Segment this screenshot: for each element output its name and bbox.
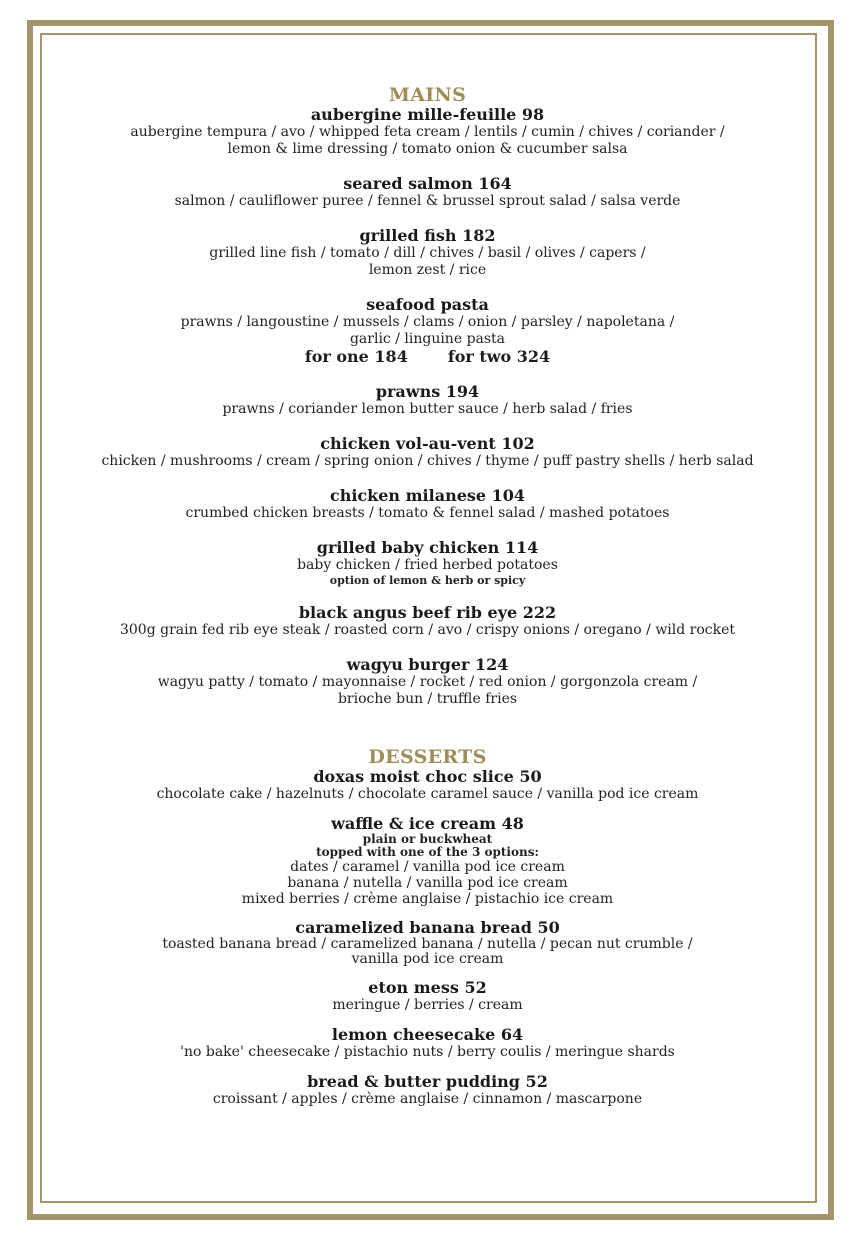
item-desc: garlic / linguine pasta (349, 331, 506, 347)
menu-item (45, 1026, 810, 1061)
item-desc: chocolate cake / hazelnuts / chocolate caramel sauce / vanilla pod ice cream (156, 786, 699, 802)
item-name: aubergine mille-feuille 98 (310, 105, 545, 124)
item-note: option of lemon & herb or spicy (329, 574, 526, 587)
item-desc: vanilla pod ice cream (351, 951, 504, 967)
menu-item (45, 435, 810, 470)
item-desc: 'no bake' cheesecake / pistachio nuts / berry coulis / meringue shards (180, 1044, 675, 1060)
menu-item (45, 979, 810, 1014)
item-name: wagyu burger 124 (346, 655, 509, 674)
item-name: grilled fish 182 (359, 226, 496, 245)
item-desc: prawns / langoustine / mussels / clams / onion / parsley / napoletana / (180, 314, 675, 330)
menu-item (45, 296, 810, 366)
menu-item (45, 227, 810, 279)
item-desc: croissant / apples / crème anglaise / cinnamon / mascarpone (212, 1091, 643, 1107)
item-desc: lemon zest / rice (368, 262, 487, 278)
item-note: topped with one of the 3 options: (316, 845, 539, 859)
menu-item (45, 919, 810, 967)
item-desc: mixed berries / crème anglaise / pistachio ice cream (241, 891, 614, 907)
item-name: chicken milanese 104 (329, 486, 526, 505)
item-desc: chicken / mushrooms / cream / spring onion / chives / thyme / puff pastry shells / herb salad (101, 453, 754, 469)
item-desc: grilled line fish / tomato / dill / chives / basil / olives / capers / (209, 245, 646, 261)
item-desc: baby chicken / fried herbed potatoes (297, 557, 558, 573)
menu-item (45, 487, 810, 522)
item-name: grilled baby chicken 114 (316, 538, 539, 557)
menu-item (45, 656, 810, 708)
item-name: lemon cheesecake 64 (331, 1025, 524, 1044)
item-desc: meringue / berries / cream (332, 997, 523, 1013)
item-desc: brioche bun / truffle fries (337, 691, 518, 707)
item-name: eton mess 52 (368, 978, 487, 997)
menu-item (45, 768, 810, 803)
item-desc: 300g grain fed rib eye steak / roasted corn / avo / crispy onions / oregano / wild rocket (119, 622, 736, 638)
item-desc: crumbed chicken breasts / tomato & fennel salad / mashed potatoes (185, 505, 670, 521)
menu-item (45, 106, 810, 158)
item-desc: aubergine tempura / avo / whipped feta cream / lentils / cumin / chives / coriander / (130, 124, 725, 140)
item-name: seared salmon 164 (343, 174, 512, 193)
item-desc: lemon & lime dressing / tomato onion & cucumber salsa (227, 141, 628, 157)
price-for-one: for one 184 (304, 347, 408, 366)
item-desc: dates / caramel / vanilla pod ice cream (290, 859, 565, 875)
desserts-section (45, 746, 810, 1108)
item-desc: banana / nutella / vanilla pod ice cream (287, 875, 568, 891)
item-desc: wagyu patty / tomato / mayonnaise / rocket / red onion / gorgonzola cream / (157, 674, 698, 690)
price-for-two: for two 324 (447, 347, 551, 366)
menu-item (45, 175, 810, 210)
item-name: caramelized banana bread 50 (295, 918, 560, 937)
item-name: black angus beef rib eye 222 (298, 603, 557, 622)
item-name: waffle & ice cream 48 (331, 814, 524, 833)
item-desc: prawns / coriander lemon butter sauce / herb salad / fries (222, 401, 633, 417)
item-name: doxas moist choc slice 50 (313, 767, 542, 786)
desserts-title: DESSERTS (368, 746, 487, 768)
item-desc: toasted banana bread / caramelized banana / nutella / pecan nut crumble / (162, 936, 693, 952)
item-name: chicken vol-au-vent 102 (320, 434, 535, 453)
item-name: seafood pasta (366, 295, 489, 314)
item-note: plain or buckwheat (362, 832, 493, 846)
menu-content (45, 84, 810, 1120)
menu-item (45, 383, 810, 418)
mains-section (45, 84, 810, 708)
menu-item (45, 604, 810, 639)
item-desc: salmon / cauliflower puree / fennel & brussel sprout salad / salsa verde (174, 193, 681, 209)
menu-item (45, 1073, 810, 1108)
menu-item (45, 815, 810, 907)
mains-title: MAINS (388, 84, 467, 106)
item-prices (45, 348, 810, 366)
item-name: prawns 194 (375, 382, 480, 401)
item-name: bread & butter pudding 52 (307, 1072, 548, 1091)
menu-item (45, 539, 810, 587)
